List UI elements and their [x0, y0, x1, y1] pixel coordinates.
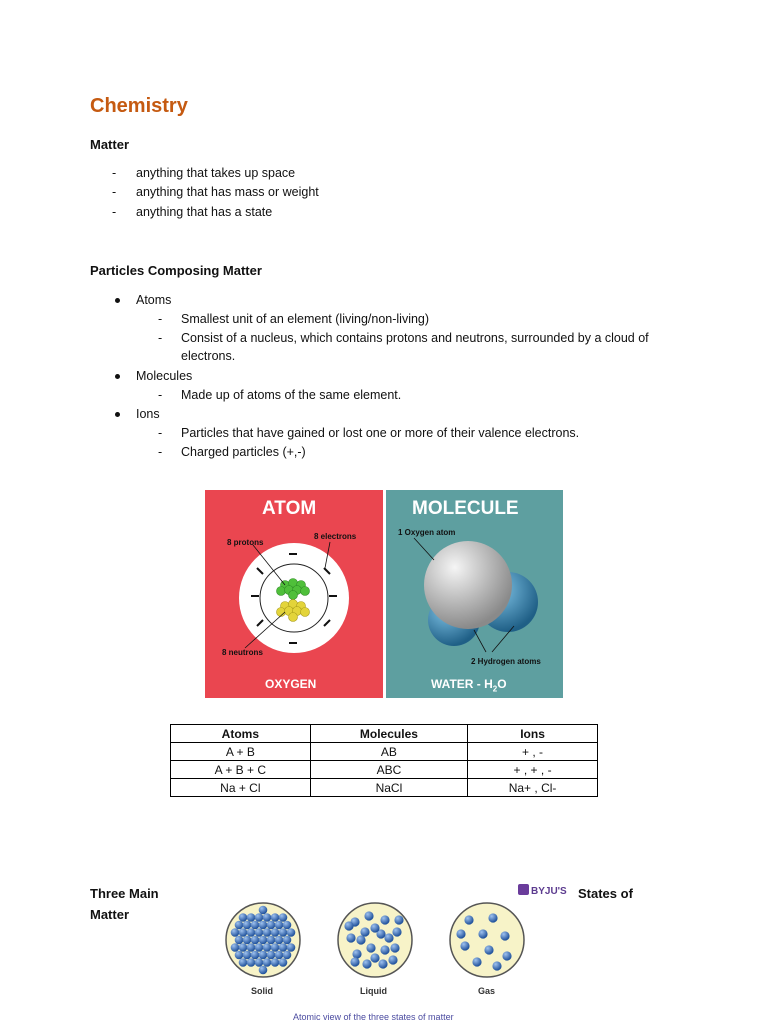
list-item: Smallest unit of an element (living/non-living)	[181, 312, 430, 326]
particle	[370, 953, 379, 962]
particle	[255, 913, 264, 922]
protons-label: 8 protons	[227, 538, 264, 547]
particle	[259, 951, 268, 960]
table-row	[171, 743, 598, 761]
bullet-icon	[115, 412, 120, 417]
particle	[275, 921, 284, 930]
list-item: Atoms	[136, 293, 172, 307]
particle	[388, 955, 397, 964]
list-dash: -	[158, 388, 163, 402]
particle	[352, 949, 361, 958]
list-dash: -	[112, 205, 117, 219]
liquid-label: Liquid	[360, 986, 387, 996]
particle	[360, 927, 369, 936]
states-of-matter-figure	[205, 878, 567, 1024]
particle	[247, 958, 256, 967]
list-item: Particles that have gained or lost one or more of their valence electrons.	[181, 426, 580, 440]
list-item: anything that has a state	[136, 205, 273, 219]
table-cell: + , + , -	[468, 761, 598, 779]
particle	[484, 945, 493, 954]
particle	[472, 957, 481, 966]
page-title: Chemistry	[90, 95, 188, 117]
list-dash: -	[112, 185, 117, 199]
particle	[500, 931, 509, 940]
particle	[271, 913, 280, 922]
particle	[251, 936, 260, 945]
gas-label: Gas	[478, 986, 496, 996]
particle	[384, 933, 393, 942]
table-row	[171, 779, 598, 797]
particle	[239, 958, 248, 967]
particle	[247, 928, 256, 937]
water-molecule-diagram	[386, 490, 563, 698]
particle	[259, 966, 268, 975]
table-header-row	[171, 725, 598, 743]
electrons-label: 8 electrons	[314, 532, 357, 541]
list-item: Ions	[136, 407, 160, 421]
particle	[259, 921, 268, 930]
particle	[392, 927, 401, 936]
particles-heading: Particles Composing Matter	[90, 263, 262, 278]
particle	[263, 913, 272, 922]
particle	[267, 921, 276, 930]
list-item: electrons.	[181, 349, 236, 363]
particle	[255, 943, 264, 952]
particle	[255, 958, 264, 967]
bullet-icon	[115, 298, 120, 303]
matter-heading: Matter	[90, 137, 130, 152]
particle	[247, 913, 256, 922]
particle	[231, 928, 240, 937]
particle	[243, 951, 252, 960]
particle	[251, 921, 260, 930]
particle	[247, 943, 256, 952]
particle	[478, 929, 487, 938]
list-item: Made up of atoms of the same element.	[181, 388, 402, 402]
molecule-title: MOLECULE	[412, 498, 519, 519]
particle	[502, 951, 511, 960]
table-cell: NaCl	[310, 779, 467, 797]
particle	[243, 936, 252, 945]
particle	[346, 933, 355, 942]
particle	[239, 943, 248, 952]
list-item: Charged particles (+,-)	[181, 445, 306, 459]
list-dash: -	[158, 312, 163, 326]
particle	[394, 915, 403, 924]
list-item: Molecules	[136, 369, 193, 383]
table-cell: A + B + C	[171, 761, 311, 779]
states-heading-left: Three Main	[90, 886, 159, 901]
table-cell: + , -	[468, 743, 598, 761]
particle	[263, 943, 272, 952]
particle	[390, 943, 399, 952]
particle	[279, 958, 288, 967]
list-dash: -	[158, 331, 163, 345]
particle	[283, 921, 292, 930]
table-row	[171, 761, 598, 779]
particle	[279, 913, 288, 922]
solid-label: Solid	[251, 986, 273, 996]
particle	[239, 928, 248, 937]
list-dash: -	[112, 166, 117, 180]
particle	[362, 959, 371, 968]
gas-sphere	[450, 903, 524, 977]
particle	[380, 945, 389, 954]
particle	[350, 957, 359, 966]
solid-sphere	[226, 903, 300, 977]
particle	[263, 958, 272, 967]
molecule-caption: WATER - $H_2O$	[431, 677, 507, 694]
liquid-sphere	[338, 903, 412, 977]
list-dash: -	[158, 445, 163, 459]
neutrons-label: 8 neutrons	[222, 648, 263, 657]
particle	[235, 951, 244, 960]
list-item: Consist of a nucleus, which contains protons and neutrons, surrounded by a cloud of	[181, 331, 649, 345]
particle	[283, 936, 292, 945]
table-header-cell: Ions	[468, 725, 598, 743]
particles-table	[170, 724, 598, 797]
table-header-cell: Atoms	[171, 725, 311, 743]
particle	[364, 911, 373, 920]
particle	[275, 936, 284, 945]
particle	[239, 913, 248, 922]
particle	[456, 929, 465, 938]
particle	[460, 941, 469, 950]
particle	[259, 906, 268, 915]
particle	[356, 935, 365, 944]
oxygen-atom-label: 1 Oxygen atom	[398, 528, 456, 537]
states-heading-left-2: Matter	[90, 907, 130, 922]
table-cell: A + B	[171, 743, 311, 761]
particle	[255, 928, 264, 937]
particle	[366, 943, 375, 952]
particle	[263, 928, 272, 937]
particle	[279, 928, 288, 937]
particle	[251, 951, 260, 960]
oxygen-atom-diagram	[205, 490, 383, 698]
particle	[267, 936, 276, 945]
particle	[231, 943, 240, 952]
particle	[464, 915, 473, 924]
list-item: anything that has mass or weight	[136, 185, 319, 199]
table-cell: Na+ , Cl-	[468, 779, 598, 797]
hydrogen-atoms-label: 2 Hydrogen atoms	[471, 657, 541, 666]
particle	[370, 923, 379, 932]
particle	[271, 958, 280, 967]
particle	[235, 936, 244, 945]
particle	[488, 913, 497, 922]
table-cell: AB	[310, 743, 467, 761]
particle	[271, 928, 280, 937]
atom-molecule-figure	[205, 490, 563, 698]
particle	[287, 928, 296, 937]
particle	[275, 951, 284, 960]
byjus-logo: BYJU'S	[518, 884, 567, 897]
states-caption: Atomic view of the three states of matter	[293, 1012, 454, 1022]
table-header-cell: Molecules	[310, 725, 467, 743]
particle	[267, 951, 276, 960]
particle	[380, 915, 389, 924]
table-cell: ABC	[310, 761, 467, 779]
particle	[344, 921, 353, 930]
list-item: anything that takes up space	[136, 166, 296, 180]
particle	[259, 936, 268, 945]
atom-title: ATOM	[262, 498, 317, 519]
table-cell: Na + Cl	[171, 779, 311, 797]
states-heading-right: States of	[578, 886, 633, 901]
particle	[271, 943, 280, 952]
atom-caption: OXYGEN	[265, 677, 317, 691]
particle	[243, 921, 252, 930]
particle	[283, 951, 292, 960]
list-dash: -	[158, 426, 163, 440]
particle	[279, 943, 288, 952]
particle	[378, 959, 387, 968]
particle	[492, 961, 501, 970]
bullet-icon	[115, 374, 120, 379]
particle	[235, 921, 244, 930]
particle	[287, 943, 296, 952]
